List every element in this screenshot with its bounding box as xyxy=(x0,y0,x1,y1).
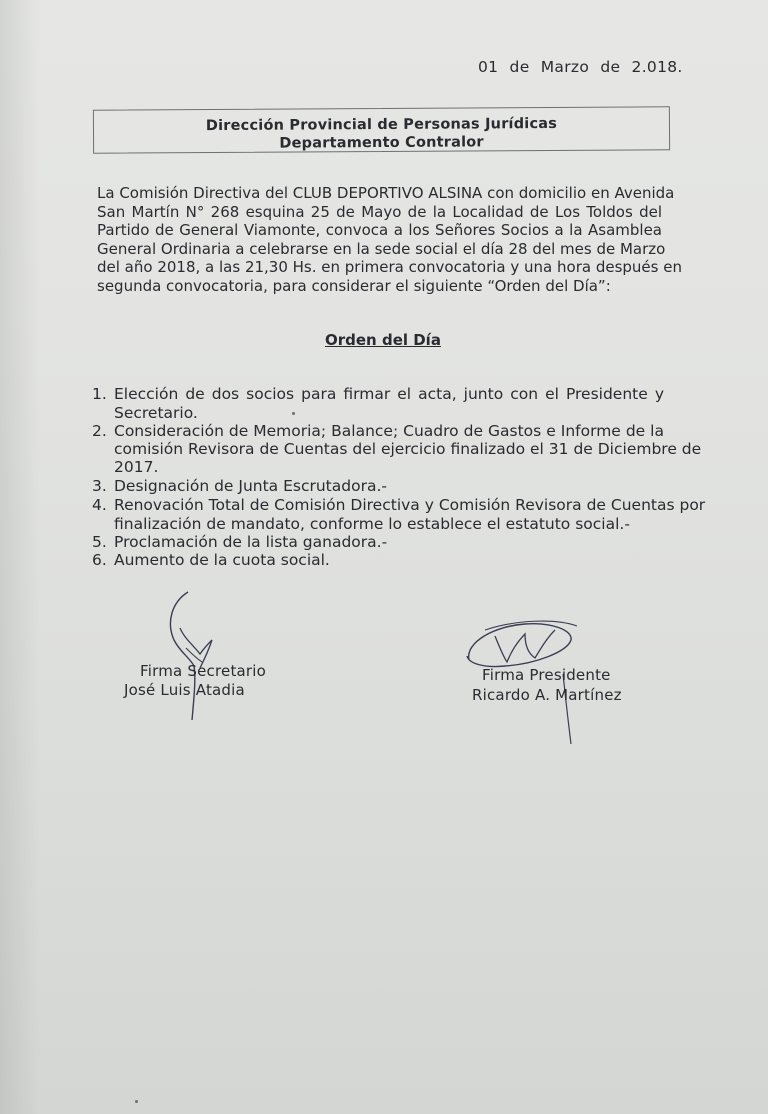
list-item-text: Proclamación de la lista ganadora.- xyxy=(114,533,388,551)
document-date: 01 de Marzo de 2.018. xyxy=(478,58,683,76)
intro-line: General Ordinaria a celebrarse en la sede social el día 28 del mes de Marzo xyxy=(97,240,666,258)
presidente-name: Ricardo A. Martínez xyxy=(472,686,622,704)
list-item-number: 1. xyxy=(92,385,107,403)
list-item-text: Secretario. xyxy=(114,404,198,422)
list-item-number: 5. xyxy=(92,533,107,551)
intro-line: del año 2018, a las 21,30 Hs. en primera convocatoria y una hora después en xyxy=(97,258,682,276)
orden-del-dia-title: Orden del Día xyxy=(325,331,441,349)
paper-speck xyxy=(292,412,295,415)
list-item-text: comisión Revisora de Cuentas del ejercicio finalizado el 31 de Diciembre de xyxy=(114,440,702,458)
list-item-text: 2017. xyxy=(114,458,159,476)
list-item-text: finalización de mandato, conforme lo establece el estatuto social.- xyxy=(114,515,630,533)
list-item-number: 4. xyxy=(92,496,107,514)
presidente-role: Firma Presidente xyxy=(482,666,611,684)
header-institution: Dirección Provincial de Personas Jurídicas xyxy=(205,115,558,135)
secretario-role: Firma Secretario xyxy=(140,662,267,680)
list-item-text: Consideración de Memoria; Balance; Cuadro de Gastos e Informe de la xyxy=(114,422,664,440)
list-item-text: Renovación Total de Comisión Directiva y Comisión Revisora de Cuentas por xyxy=(114,496,706,514)
secretario-signature-scribble xyxy=(150,588,240,723)
list-item-number: 6. xyxy=(92,551,107,569)
intro-line: Partido de General Viamonte, convoca a los Señores Socios a la Asamblea xyxy=(97,221,662,239)
list-item-number: 3. xyxy=(92,477,107,495)
header-department: Departamento Contralor xyxy=(279,134,484,152)
intro-line: La Comisión Directiva del CLUB DEPORTIVO ALSINA con domicilio en Avenida xyxy=(97,184,675,202)
page-shadow xyxy=(0,0,40,1114)
list-item-text: Elección de dos socios para firmar el acta, junto con el Presidente y xyxy=(114,385,664,403)
intro-line: San Martín N° 268 esquina 25 de Mayo de la Localidad de Los Toldos del xyxy=(97,203,662,221)
list-item-text: Aumento de la cuota social. xyxy=(114,551,330,569)
header-box xyxy=(93,106,670,154)
intro-line: segunda convocatoria, para considerar el siguiente “Orden del Día”: xyxy=(97,277,611,295)
list-item-text: Designación de Junta Escrutadora.- xyxy=(114,477,387,495)
secretario-name: José Luis Atadia xyxy=(124,681,245,699)
list-item-number: 2. xyxy=(92,422,107,440)
paper-speck xyxy=(135,1100,138,1103)
